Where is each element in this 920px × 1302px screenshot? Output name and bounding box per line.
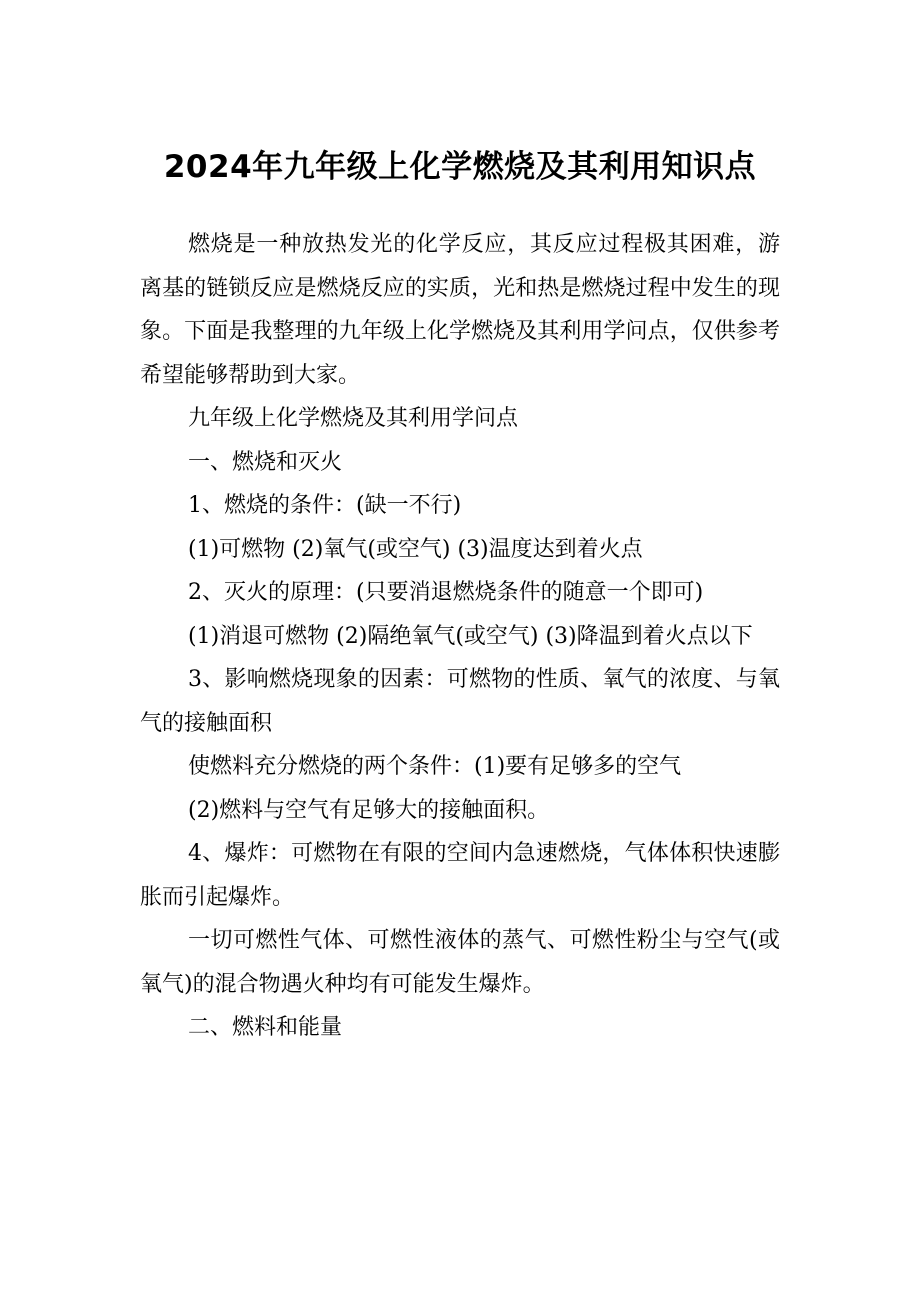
heading-fuel-and-energy: 二、燃料和能量	[188, 1015, 343, 1040]
paragraph-explosive-mixtures: 一切可燃性气体、可燃性液体的蒸气、可燃性粉尘与空气(或氧气)的混合物遇火种均有可能发生爆炸。	[140, 928, 780, 997]
paragraph-full-combustion-conditions: 使燃料充分燃烧的两个条件：(1)要有足够多的空气	[188, 754, 682, 779]
document-body	[140, 223, 780, 1050]
paragraph-condition-list: (1)可燃物 (2)氧气(或空气) (3)温度达到着火点	[188, 536, 643, 562]
paragraph-extinguishing-principle: 2、灭火的原理：(只要消退燃烧条件的随意一个即可)	[188, 580, 704, 605]
paragraph-explosion: 4、爆炸：可燃物在有限的空间内急速燃烧，气体体积快速膨胀而引起爆炸。	[140, 841, 780, 910]
heading-combustion-and-extinguishing: 一、燃烧和灭火	[188, 449, 343, 475]
document-title: 2024年九年级上化学燃烧及其利用知识点	[163, 149, 757, 185]
paragraph-combustion-conditions: 1、燃烧的条件：(缺一不行)	[188, 493, 462, 518]
paragraph-extinguishing-methods: (1)消退可燃物 (2)隔绝氧气(或空气) (3)降温到着火点以下	[188, 623, 753, 649]
paragraph-influencing-factors: 3、影响燃烧现象的因素：可燃物的性质、氧气的浓度、与氧气的接触面积	[140, 667, 780, 736]
paragraph-section-heading: 九年级上化学燃烧及其利用学问点	[188, 406, 519, 431]
paragraph-intro: 燃烧是一种放热发光的化学反应，其反应过程极其困难，游离基的链锁反应是燃烧反应的实质，光和热是燃烧过程中发生的现象。下面是我整理的九年级上化学燃烧及其利用学问点，仅供参考希望能够帮助到大家。	[140, 232, 780, 388]
paragraph-contact-area: (2)燃料与空气有足够大的接触面积。	[188, 797, 550, 823]
